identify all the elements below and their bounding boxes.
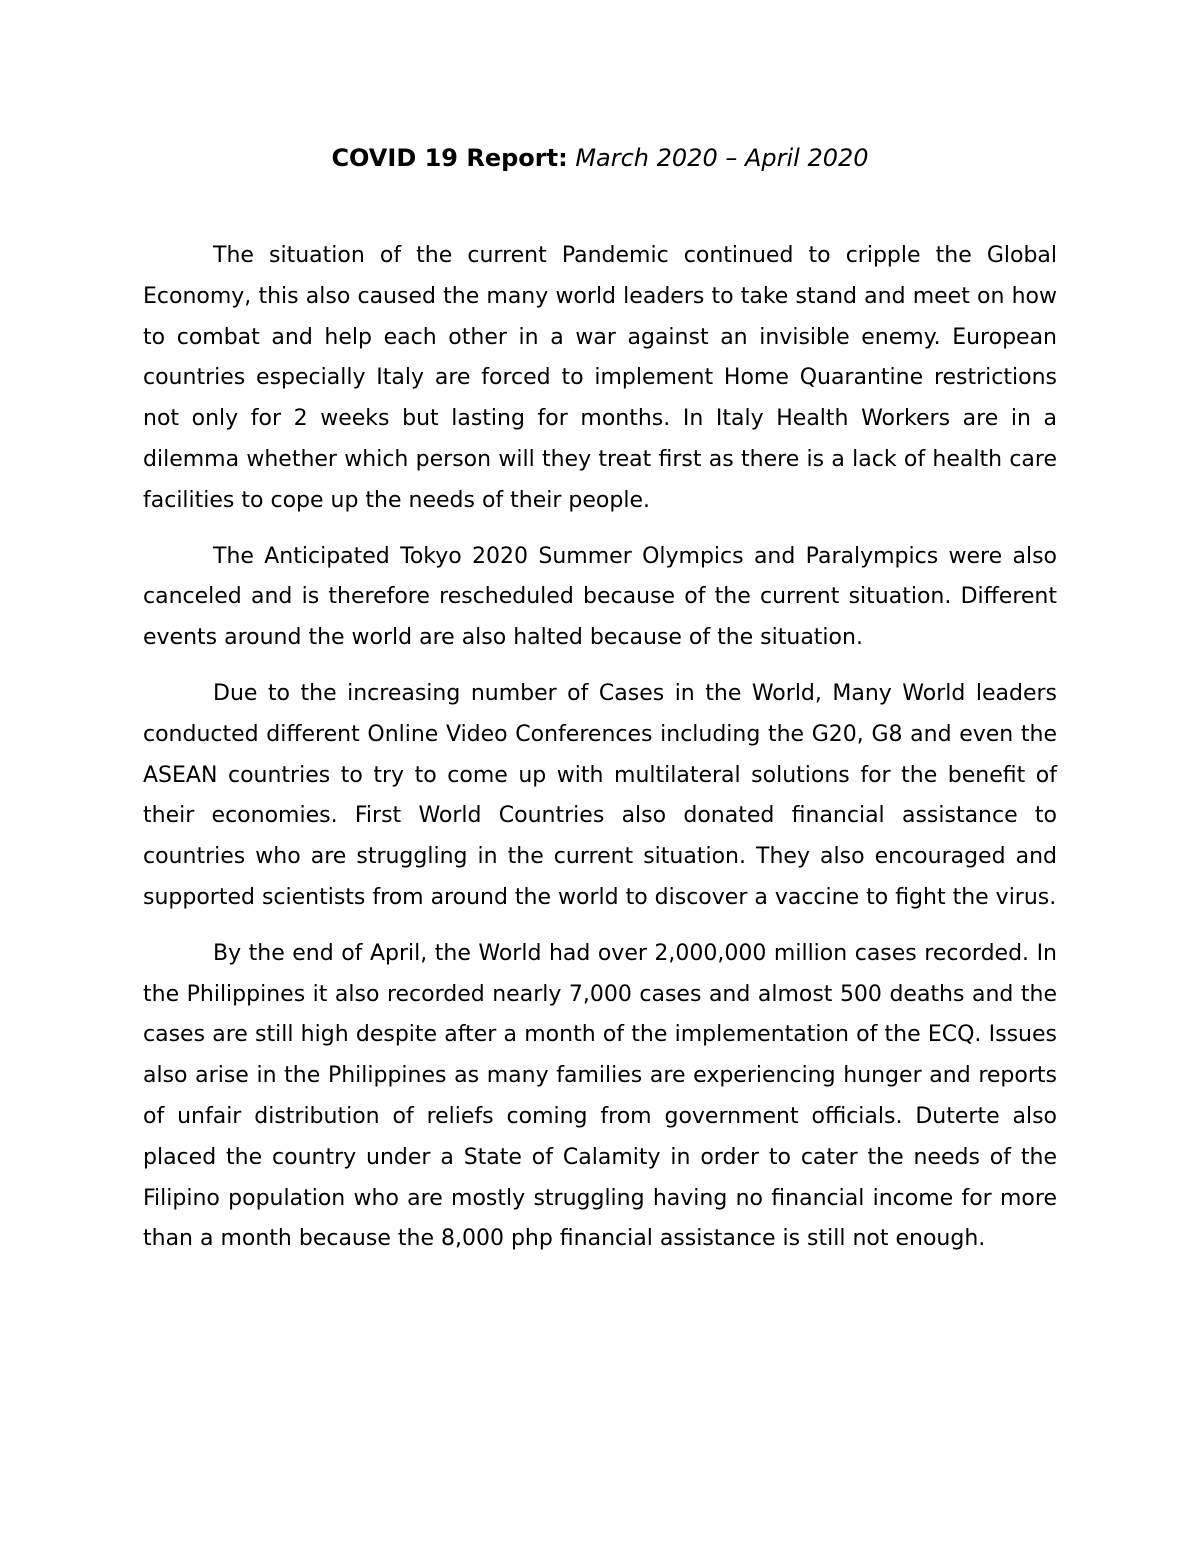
paragraph-world-leaders: Due to the increasing number of Cases in the World, Many World leaders conducted different Online Video Conferences including the G20, G8 and even the ASEAN countries to try to come up with multilateral solutions for the benefit of their economies. First World Countries also donated financial assistance to countries who are struggling in the current situation. They also encouraged and supported scientists from around the world to discover a vaccine to fight the virus.: [143, 680, 1057, 910]
document-body: [143, 140, 1057, 1275]
paragraph-olympics: The Anticipated Tokyo 2020 Summer Olympics and Paralympics were also canceled and is therefore rescheduled because of the current situation. Different events around the world are also halted because of the situation.: [143, 543, 1057, 651]
title-italic-part: March 2020 – April 2020: [575, 144, 869, 172]
paragraph-april-cases: By the end of April, the World had over 2,000,000 million cases recorded. In the Philippines it also recorded nearly 7,000 cases and almost 500 deaths and the cases are still high despite after a month of the implementation of the ECQ. Issues also arise in the Philippines as many families are experiencing hunger and reports of unfair distribution of reliefs coming from government officials. Duterte also placed the country under a State of Calamity in order to cater the needs of the Filipino population who are mostly struggling having no financial income for more than a month because the 8,000 php financial assistance is still not enough.: [143, 940, 1057, 1252]
paragraph-pandemic-economy: The situation of the current Pandemic continued to cripple the Global Economy, this also caused the many world leaders to take stand and meet on how to combat and help each other in a war against an invisible enemy. European countries especially Italy are forced to implement Home Quarantine restrictions not only for 2 weeks but lasting for months. In Italy Health Workers are in a dilemma whether which person will they treat first as there is a lack of health care facilities to cope up the needs of their people.: [143, 243, 1057, 513]
title-bold-part: COVID 19 Report:: [331, 144, 568, 172]
page-title: [143, 140, 1057, 176]
